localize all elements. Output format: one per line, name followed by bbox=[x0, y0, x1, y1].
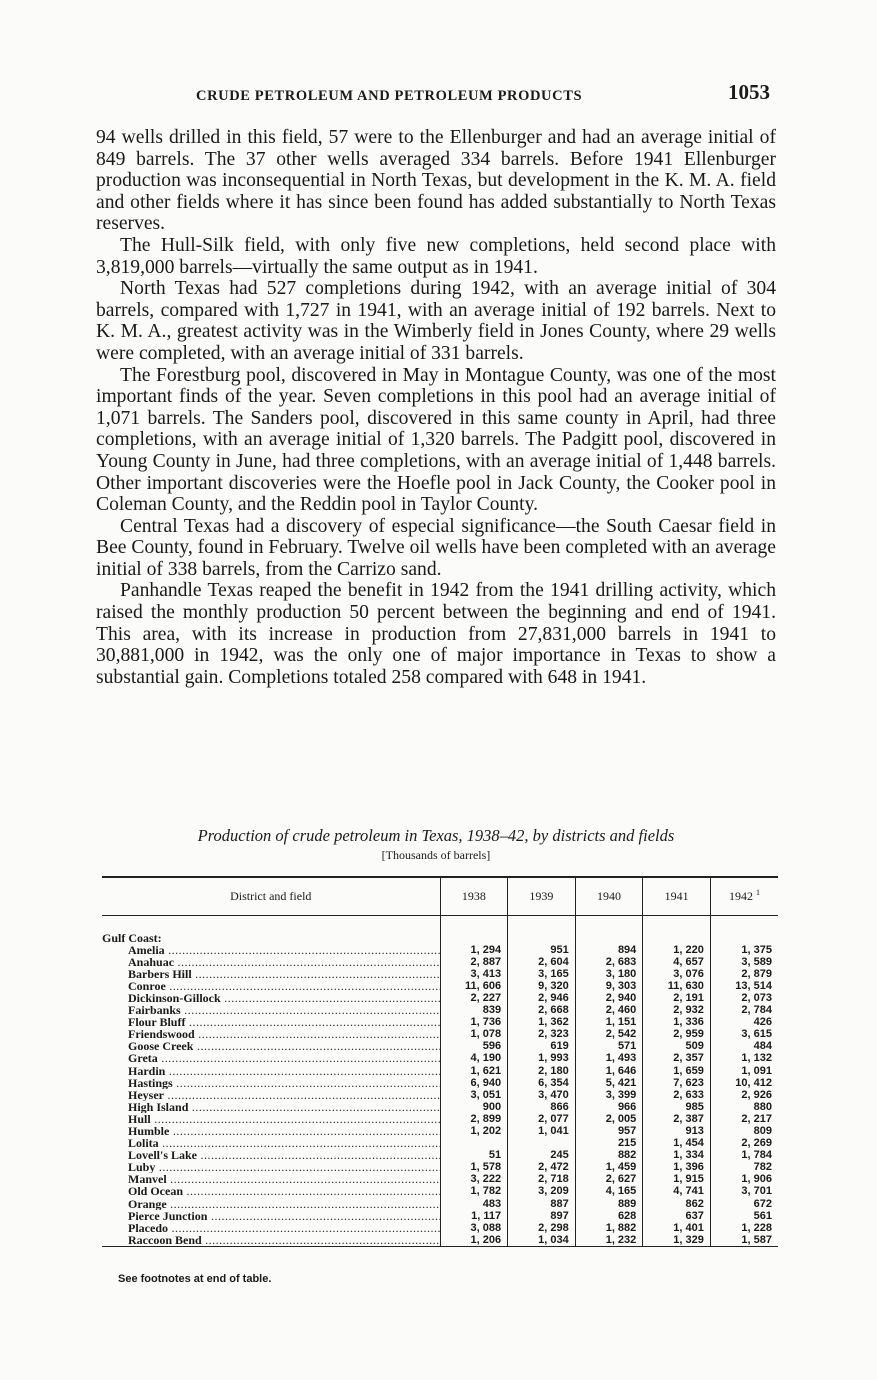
cell-1940: 2, 940 bbox=[575, 992, 643, 1004]
cell-1939: 2, 323 bbox=[508, 1028, 576, 1040]
cell-1938: 2, 899 bbox=[440, 1113, 508, 1125]
cell-1940: 1, 646 bbox=[575, 1065, 643, 1077]
cell-1942: 1, 587 bbox=[710, 1234, 778, 1247]
field-name: Lovell's Lake ..... bbox=[102, 1149, 440, 1161]
field-name: Placedo ..... bbox=[102, 1222, 440, 1234]
cell-1940: 882 bbox=[575, 1149, 643, 1161]
table-row bbox=[102, 1065, 778, 1077]
cell-1942: 880 bbox=[710, 1101, 778, 1113]
cell-1940: 3, 180 bbox=[575, 968, 643, 980]
table-row bbox=[102, 944, 778, 956]
cell-1940: 2, 460 bbox=[575, 1004, 643, 1016]
field-name: Dickinson-Gillock ..... bbox=[102, 992, 440, 1004]
table-row bbox=[102, 1198, 778, 1210]
field-name: Luby ..... bbox=[102, 1161, 440, 1173]
table-row bbox=[102, 1137, 778, 1149]
cell-1941: 1, 396 bbox=[643, 1161, 711, 1173]
column-header-1939: 1939 bbox=[508, 877, 576, 915]
paragraph: Central Texas had a discovery of especial significance—the South Caesar field in Bee County, found in February. Twelve oil wells have been completed with an average initial of 338 barrels, from the Carrizo sand. bbox=[96, 515, 776, 580]
field-name: Fairbanks ..... bbox=[102, 1004, 440, 1016]
cell-1939: 3, 209 bbox=[508, 1185, 576, 1197]
cell-1941: 1, 220 bbox=[643, 944, 711, 956]
table-spacer-row bbox=[102, 915, 778, 932]
cell-1942: 3, 615 bbox=[710, 1028, 778, 1040]
paragraph: The Hull-Silk field, with only five new completions, held second place with 3,819,000 barrels—virtually the same output as in 1941. bbox=[96, 234, 776, 278]
cell-1942: 1, 784 bbox=[710, 1149, 778, 1161]
paragraph: North Texas had 527 completions during 1942, with an average initial of 304 barrels, compared with 1,727 in 1941, with an average initial of 192 barrels. Next to K. M. A., greatest activity was in the Wimberly field in Jones County, where 29 wells were completed, with an average initial of 331 barrels. bbox=[96, 278, 776, 364]
field-name: Friendswood ..... bbox=[102, 1028, 440, 1040]
paragraph: Panhandle Texas reaped the benefit in 1942 from the 1941 drilling activity, which raised the monthly production 50 percent between the beginning and end of 1941. This area, with its increase in production from 27,831,000 barrels in 1941 to 30,881,000 in 1942, was the only one of major importance in Texas to show a substantial gain. Completions totaled 258 compared with 648 in 1941. bbox=[96, 580, 776, 688]
cell-1938: 1, 202 bbox=[440, 1125, 508, 1137]
table-row bbox=[102, 1234, 778, 1247]
table-row bbox=[102, 1040, 778, 1052]
cell-1941: 509 bbox=[643, 1040, 711, 1052]
cell-1941: 862 bbox=[643, 1198, 711, 1210]
cell-1941: 1, 659 bbox=[643, 1065, 711, 1077]
field-name: Anahuac ..... bbox=[102, 956, 440, 968]
table-row bbox=[102, 1113, 778, 1125]
cell-1938: 3, 222 bbox=[440, 1173, 508, 1185]
table-header-row bbox=[102, 877, 778, 915]
cell-1938: 6, 940 bbox=[440, 1077, 508, 1089]
cell-1938: 1, 736 bbox=[440, 1016, 508, 1028]
table-row bbox=[102, 1089, 778, 1101]
table-row bbox=[102, 1185, 778, 1197]
cell-1938: 51 bbox=[440, 1149, 508, 1161]
table-row bbox=[102, 1077, 778, 1089]
table-row bbox=[102, 992, 778, 1004]
cell-1940: 1, 493 bbox=[575, 1052, 643, 1064]
cell-1941: 1, 915 bbox=[643, 1173, 711, 1185]
cell-1939: 1, 993 bbox=[508, 1052, 576, 1064]
field-name: Conroe ..... bbox=[102, 980, 440, 992]
cell-1941: 1, 329 bbox=[643, 1234, 711, 1247]
cell-1940: 215 bbox=[575, 1137, 643, 1149]
cell-1938: 1, 782 bbox=[440, 1185, 508, 1197]
field-name: Hardin ..... bbox=[102, 1065, 440, 1077]
cell-1942: 10, 412 bbox=[710, 1077, 778, 1089]
cell-1941: 2, 932 bbox=[643, 1004, 711, 1016]
table-footnote: See footnotes at end of table. bbox=[118, 1273, 272, 1285]
column-header-1942-label: 1942 bbox=[728, 889, 753, 904]
cell-1942: 672 bbox=[710, 1198, 778, 1210]
cell-1938: 11, 606 bbox=[440, 980, 508, 992]
cell-1941: 1, 454 bbox=[643, 1137, 711, 1149]
field-name: Lolita ..... bbox=[102, 1137, 440, 1149]
cell-1941: 2, 633 bbox=[643, 1089, 711, 1101]
cell-1940: 966 bbox=[575, 1101, 643, 1113]
footnote-marker: 1 bbox=[755, 888, 760, 898]
table-row bbox=[102, 1028, 778, 1040]
field-name: Hastings ..... bbox=[102, 1077, 440, 1089]
cell-1941: 1, 336 bbox=[643, 1016, 711, 1028]
cell-1942: 1, 906 bbox=[710, 1173, 778, 1185]
cell-1940: 889 bbox=[575, 1198, 643, 1210]
field-name: Manvel ..... bbox=[102, 1173, 440, 1185]
field-name: Orange ..... bbox=[102, 1198, 440, 1210]
cell-1942: 13, 514 bbox=[710, 980, 778, 992]
cell-1940: 957 bbox=[575, 1125, 643, 1137]
table-row bbox=[102, 1101, 778, 1113]
cell-1940: 1, 882 bbox=[575, 1222, 643, 1234]
cell-1941: 913 bbox=[643, 1125, 711, 1137]
cell-1938: 900 bbox=[440, 1101, 508, 1113]
cell-1939: 951 bbox=[508, 944, 576, 956]
table-row bbox=[102, 1222, 778, 1234]
cell-1938: 596 bbox=[440, 1040, 508, 1052]
cell-1938: 3, 413 bbox=[440, 968, 508, 980]
table-row bbox=[102, 1161, 778, 1173]
cell-1942: 1, 132 bbox=[710, 1052, 778, 1064]
table-caption: Production of crude petroleum in Texas, 1938–42, by districts and fields bbox=[197, 826, 675, 845]
field-name: Pierce Junction ..... bbox=[102, 1210, 440, 1222]
cell-1938: 1, 578 bbox=[440, 1161, 508, 1173]
table-row bbox=[102, 1125, 778, 1137]
field-name: Hull ..... bbox=[102, 1113, 440, 1125]
cell-1942: 2, 269 bbox=[710, 1137, 778, 1149]
cell-1942: 426 bbox=[710, 1016, 778, 1028]
table-group-row bbox=[102, 932, 778, 944]
column-header-1942 bbox=[710, 877, 778, 915]
cell-1938: 2, 227 bbox=[440, 992, 508, 1004]
cell-1941: 2, 191 bbox=[643, 992, 711, 1004]
field-name: Humble ..... bbox=[102, 1125, 440, 1137]
column-header-1940: 1940 bbox=[575, 877, 643, 915]
table-row bbox=[102, 1210, 778, 1222]
field-name: Amelia ..... bbox=[102, 944, 440, 956]
field-name: High Island ..... bbox=[102, 1101, 440, 1113]
cell-1942: 3, 589 bbox=[710, 956, 778, 968]
cell-1938: 839 bbox=[440, 1004, 508, 1016]
cell-1938 bbox=[440, 1137, 508, 1149]
cell-1940: 4, 165 bbox=[575, 1185, 643, 1197]
cell-1939: 1, 034 bbox=[508, 1234, 576, 1247]
cell-1941: 1, 334 bbox=[643, 1149, 711, 1161]
cell-1940: 2, 683 bbox=[575, 956, 643, 968]
cell-1941: 3, 076 bbox=[643, 968, 711, 980]
cell-1938: 1, 117 bbox=[440, 1210, 508, 1222]
cell-1939: 619 bbox=[508, 1040, 576, 1052]
table-row bbox=[102, 1173, 778, 1185]
table-row bbox=[102, 1052, 778, 1064]
cell-1940: 1, 151 bbox=[575, 1016, 643, 1028]
cell-1940: 2, 627 bbox=[575, 1173, 643, 1185]
running-title: CRUDE PETROLEUM AND PETROLEUM PRODUCTS bbox=[196, 88, 583, 104]
column-header-1941: 1941 bbox=[643, 877, 711, 915]
cell-1940: 1, 459 bbox=[575, 1161, 643, 1173]
cell-1939: 2, 946 bbox=[508, 992, 576, 1004]
cell-1939: 2, 718 bbox=[508, 1173, 576, 1185]
cell-1941: 2, 959 bbox=[643, 1028, 711, 1040]
running-head bbox=[196, 80, 776, 110]
cell-1939: 6, 354 bbox=[508, 1077, 576, 1089]
cell-1941: 7, 623 bbox=[643, 1077, 711, 1089]
cell-1938: 1, 206 bbox=[440, 1234, 508, 1247]
cell-1939: 9, 320 bbox=[508, 980, 576, 992]
cell-1942: 2, 784 bbox=[710, 1004, 778, 1016]
field-name: Heyser ..... bbox=[102, 1089, 440, 1101]
cell-1939: 3, 470 bbox=[508, 1089, 576, 1101]
cell-1940: 3, 399 bbox=[575, 1089, 643, 1101]
cell-1940: 5, 421 bbox=[575, 1077, 643, 1089]
cell-1939 bbox=[508, 1137, 576, 1149]
cell-1939: 2, 298 bbox=[508, 1222, 576, 1234]
table-unit: [Thousands of barrels] bbox=[381, 848, 491, 862]
cell-1942: 2, 217 bbox=[710, 1113, 778, 1125]
field-name: Flour Bluff ..... bbox=[102, 1016, 440, 1028]
paragraph: 94 wells drilled in this field, 57 were to the Ellenburger and had an average initial of 849 barrels. The 37 other wells averaged 334 barrels. Before 1941 Ellenburger production was inconsequential in North Texas, but development in the K. M. A. field and other fields where it has since been found has added substantially to North Texas reserves. bbox=[96, 127, 776, 235]
cell-1939: 2, 077 bbox=[508, 1113, 576, 1125]
cell-1941: 1, 401 bbox=[643, 1222, 711, 1234]
cell-1942: 3, 701 bbox=[710, 1185, 778, 1197]
cell-1940: 571 bbox=[575, 1040, 643, 1052]
paragraph: The Forestburg pool, discovered in May in Montague County, was one of the most important finds of the year. Seven completions in this pool had an average initial of 1,071 barrels. The Sanders pool, discovered in this same county in April, had three completions, with an average initial of 1,320 barrels. The Padgitt pool, discovered in Young County in June, had three completions, with an average initial of 1,448 barrels. Other important discoveries were the Hoefle pool in Jack County, the Cooker pool in Coleman County, and the Reddin pool in Taylor County. bbox=[96, 364, 776, 516]
cell-1942: 809 bbox=[710, 1125, 778, 1137]
table-row bbox=[102, 1004, 778, 1016]
cell-1939: 2, 668 bbox=[508, 1004, 576, 1016]
cell-1939: 3, 165 bbox=[508, 968, 576, 980]
cell-1938: 483 bbox=[440, 1198, 508, 1210]
cell-1940: 2, 005 bbox=[575, 1113, 643, 1125]
field-name: Greta ..... bbox=[102, 1052, 440, 1064]
field-name: Raccoon Bend ..... bbox=[102, 1234, 440, 1247]
cell-1938: 1, 294 bbox=[440, 944, 508, 956]
cell-1941: 4, 741 bbox=[643, 1185, 711, 1197]
cell-1939: 2, 180 bbox=[508, 1065, 576, 1077]
cell-1938: 3, 088 bbox=[440, 1222, 508, 1234]
cell-1939: 245 bbox=[508, 1149, 576, 1161]
cell-1942: 561 bbox=[710, 1210, 778, 1222]
table-row bbox=[102, 1149, 778, 1161]
cell-1941: 4, 657 bbox=[643, 956, 711, 968]
cell-1940: 628 bbox=[575, 1210, 643, 1222]
cell-1938: 4, 190 bbox=[440, 1052, 508, 1064]
district-name: Gulf Coast: bbox=[102, 931, 162, 944]
table-row bbox=[102, 1016, 778, 1028]
field-name: Barbers Hill ..... bbox=[102, 968, 440, 980]
cell-1939: 1, 041 bbox=[508, 1125, 576, 1137]
cell-1939: 2, 472 bbox=[508, 1161, 576, 1173]
table-row bbox=[102, 956, 778, 968]
cell-1939: 1, 362 bbox=[508, 1016, 576, 1028]
cell-1941: 2, 357 bbox=[643, 1052, 711, 1064]
cell-1941: 985 bbox=[643, 1101, 711, 1113]
cell-1938: 1, 078 bbox=[440, 1028, 508, 1040]
cell-1938: 2, 887 bbox=[440, 956, 508, 968]
body-text bbox=[96, 127, 776, 688]
field-name: Old Ocean ..... bbox=[102, 1185, 440, 1197]
cell-1942: 484 bbox=[710, 1040, 778, 1052]
cell-1942: 2, 926 bbox=[710, 1089, 778, 1101]
cell-1939: 887 bbox=[508, 1198, 576, 1210]
table-row bbox=[102, 980, 778, 992]
cell-1939: 2, 604 bbox=[508, 956, 576, 968]
cell-1942: 1, 091 bbox=[710, 1065, 778, 1077]
cell-1941: 2, 387 bbox=[643, 1113, 711, 1125]
cell-1942: 1, 375 bbox=[710, 944, 778, 956]
cell-1939: 897 bbox=[508, 1210, 576, 1222]
cell-1941: 637 bbox=[643, 1210, 711, 1222]
field-name: Goose Creek ..... bbox=[102, 1040, 440, 1052]
cell-1940: 894 bbox=[575, 944, 643, 956]
cell-1938: 1, 621 bbox=[440, 1065, 508, 1077]
cell-1939: 866 bbox=[508, 1101, 576, 1113]
cell-1938: 3, 051 bbox=[440, 1089, 508, 1101]
cell-1940: 1, 232 bbox=[575, 1234, 643, 1247]
table-row bbox=[102, 968, 778, 980]
cell-1940: 2, 542 bbox=[575, 1028, 643, 1040]
page-number: 1053 bbox=[728, 80, 770, 104]
cell-1942: 1, 228 bbox=[710, 1222, 778, 1234]
column-header-district: District and field bbox=[102, 877, 440, 915]
cell-1942: 782 bbox=[710, 1161, 778, 1173]
cell-1942: 2, 073 bbox=[710, 992, 778, 1004]
cell-1941: 11, 630 bbox=[643, 980, 711, 992]
production-table bbox=[102, 876, 778, 1247]
column-header-1938: 1938 bbox=[440, 877, 508, 915]
cell-1940: 9, 303 bbox=[575, 980, 643, 992]
cell-1942: 2, 879 bbox=[710, 968, 778, 980]
